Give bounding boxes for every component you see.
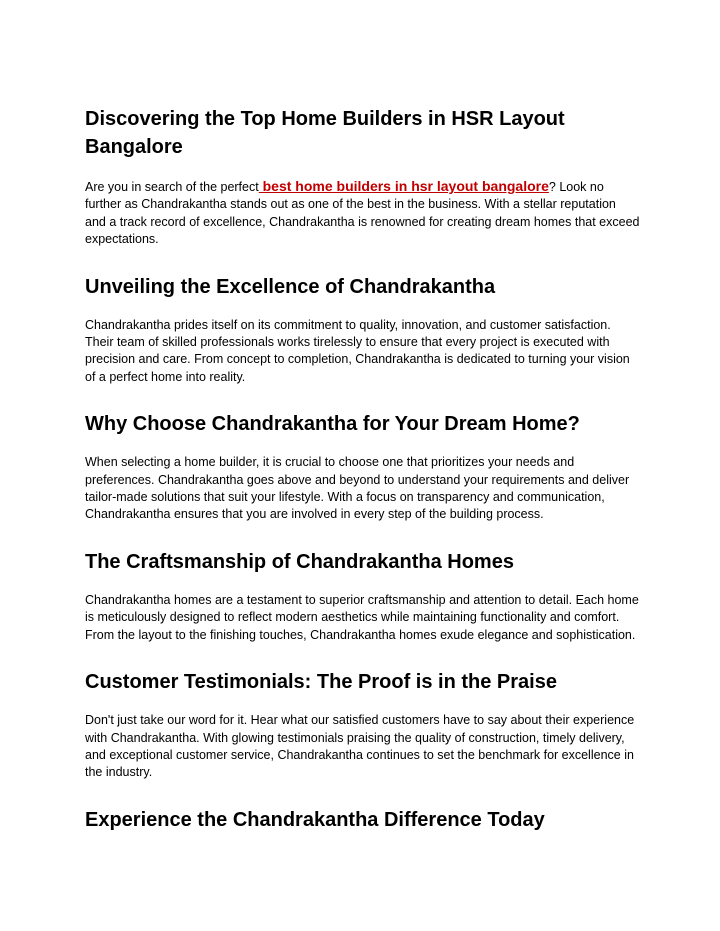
section-paragraph-excellence: Chandrakantha prides itself on its commitment to quality, innovation, and customer satisfaction. Their team of skilled professionals works tirelessly to ensure that every project is executed with precision and care. From concept to completion, Chandrakantha is dedicated to turning your vision of a perfect home into reality. (85, 317, 630, 384)
section-heading-craftsmanship: The Craftsmanship of Chandrakantha Homes (85, 550, 514, 573)
section-heading-why-choose: Why Choose Chandrakantha for Your Dream Home? (85, 413, 580, 436)
intro-paragraph (85, 178, 640, 249)
intro-text-before-link: Are you in search of the perfect (85, 180, 259, 194)
section-paragraph-craftsmanship: Chandrakantha homes are a testament to superior craftsmanship and attention to detail. Each home is meticulously designed to reflect modern aesthetics while maintaining functionality and comfort. From the layout to the finishing touches, Chandrakantha homes exude elegance and sophistication. (85, 592, 639, 642)
home-builders-link[interactable]: best home builders in hsr layout bangalore (258, 178, 549, 194)
document-page (85, 105, 640, 850)
section-paragraph-testimonials: Don't just take our word for it. Hear what our satisfied customers have to say about their experience with Chandrakantha. With glowing testimonials praising the quality of construction, timely delivery, and exceptional customer service, Chandrakantha continues to set the benchmark for excellence in the industry. (85, 713, 635, 780)
section-paragraph-why-choose: When selecting a home builder, it is crucial to choose one that prioritizes your needs and preferences. Chandrakantha goes above and beyond to understand your requirements and deliver tailor-made solutions that suit your lifestyle. With a focus on transparency and communication, Chandrakantha ensures that you are involved in every step of the building process. (85, 455, 630, 522)
section-heading-excellence: Unveiling the Excellence of Chandrakantha (85, 275, 496, 298)
intro-text-after-link: ? Look no further as Chandrakantha stands out as one of the best in the business. With a stellar reputation and a track record of excellence, Chandrakantha is renowned for creating dream homes that exceed expectations. (85, 180, 640, 247)
section-heading-testimonials: Customer Testimonials: The Proof is in the Praise (85, 671, 557, 694)
page-title: Discovering the Top Home Builders in HSR Layout Bangalore (85, 108, 565, 158)
section-heading-difference: Experience the Chandrakantha Difference Today (85, 808, 545, 831)
